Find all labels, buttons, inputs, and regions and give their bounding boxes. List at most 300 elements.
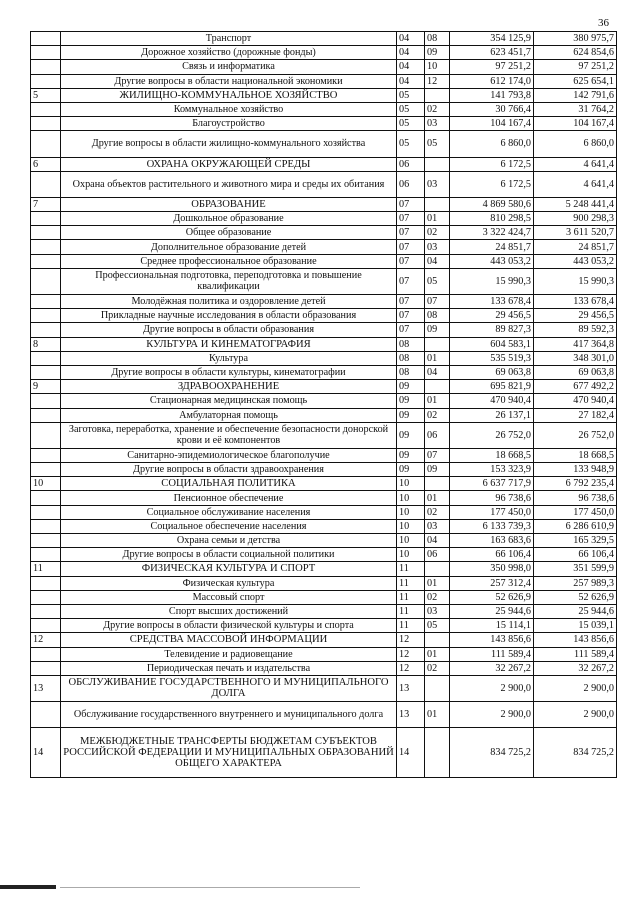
amount-year-1: 97 251,2 — [450, 60, 534, 74]
row-name: Другие вопросы в области здравоохранения — [61, 463, 397, 477]
section-code: 07 — [397, 212, 425, 226]
amount-year-2: 111 589,4 — [534, 647, 617, 661]
row-name: Охрана семьи и детства — [61, 534, 397, 548]
table-row — [31, 46, 617, 60]
subsection-code: 04 — [425, 254, 450, 268]
table-row — [31, 590, 617, 604]
row-name: Амбулаторная помощь — [61, 408, 397, 422]
table-row — [31, 268, 617, 294]
table-row — [31, 519, 617, 533]
amount-year-2: 96 738,6 — [534, 491, 617, 505]
row-name: Общее образование — [61, 226, 397, 240]
row-number — [31, 131, 61, 157]
row-name: ЗДРАВООХРАНЕНИЕ — [61, 380, 397, 394]
row-name: Другие вопросы в области образования — [61, 323, 397, 337]
scan-artifact-bar — [0, 885, 56, 889]
section-row — [31, 675, 617, 701]
row-name: Другие вопросы в области культуры, кинематографии — [61, 365, 397, 379]
row-number — [31, 351, 61, 365]
row-name: Пенсионное обеспечение — [61, 491, 397, 505]
amount-year-2: 177 450,0 — [534, 505, 617, 519]
row-number — [31, 240, 61, 254]
table-row — [31, 32, 617, 46]
subsection-code: 06 — [425, 548, 450, 562]
subsection-code: 02 — [425, 408, 450, 422]
subsection-code: 01 — [425, 702, 450, 728]
row-number — [31, 422, 61, 448]
table-row — [31, 534, 617, 548]
amount-year-1: 29 456,5 — [450, 309, 534, 323]
budget-table — [30, 31, 617, 778]
row-number — [31, 309, 61, 323]
table-row — [31, 323, 617, 337]
section-code: 12 — [397, 633, 425, 647]
section-code: 12 — [397, 661, 425, 675]
amount-year-1: 69 063,8 — [450, 365, 534, 379]
row-number — [31, 576, 61, 590]
table-row — [31, 74, 617, 88]
row-number — [31, 295, 61, 309]
row-name: Социальное обеспечение населения — [61, 519, 397, 533]
row-number — [31, 505, 61, 519]
section-code: 11 — [397, 619, 425, 633]
row-number — [31, 534, 61, 548]
row-number — [31, 702, 61, 728]
row-name: Транспорт — [61, 32, 397, 46]
table-row — [31, 365, 617, 379]
row-number — [31, 394, 61, 408]
section-code: 10 — [397, 534, 425, 548]
amount-year-2: 26 752,0 — [534, 422, 617, 448]
amount-year-2: 142 791,6 — [534, 88, 617, 102]
row-name: Другие вопросы в области физической культуры и спорта — [61, 619, 397, 633]
table-row — [31, 171, 617, 197]
row-number — [31, 619, 61, 633]
section-code: 04 — [397, 74, 425, 88]
subsection-code: 02 — [425, 505, 450, 519]
amount-year-1: 623 451,7 — [450, 46, 534, 60]
amount-year-2: 257 989,3 — [534, 576, 617, 590]
amount-year-1: 24 851,7 — [450, 240, 534, 254]
table-row — [31, 576, 617, 590]
table-row — [31, 548, 617, 562]
section-code: 07 — [397, 254, 425, 268]
subsection-code: 08 — [425, 309, 450, 323]
row-number — [31, 102, 61, 116]
row-number: 11 — [31, 562, 61, 576]
section-code: 07 — [397, 309, 425, 323]
row-name: Заготовка, переработка, хранение и обеспечение безопасности донорской крови и её компонентов — [61, 422, 397, 448]
section-code: 10 — [397, 519, 425, 533]
amount-year-2: 18 668,5 — [534, 448, 617, 462]
section-code: 04 — [397, 32, 425, 46]
row-number — [31, 604, 61, 618]
amount-year-1: 141 793,8 — [450, 88, 534, 102]
section-row — [31, 380, 617, 394]
amount-year-1: 143 856,6 — [450, 633, 534, 647]
row-name: Стационарная медицинская помощь — [61, 394, 397, 408]
row-name: Коммунальное хозяйство — [61, 102, 397, 116]
row-number: 8 — [31, 337, 61, 351]
amount-year-2: 5 248 441,4 — [534, 197, 617, 211]
amount-year-1: 257 312,4 — [450, 576, 534, 590]
subsection-code — [425, 562, 450, 576]
amount-year-1: 32 267,2 — [450, 661, 534, 675]
amount-year-2: 2 900,0 — [534, 675, 617, 701]
row-number: 12 — [31, 633, 61, 647]
section-code: 10 — [397, 505, 425, 519]
amount-year-2: 32 267,2 — [534, 661, 617, 675]
table-row — [31, 505, 617, 519]
row-name: КУЛЬТУРА И КИНЕМАТОГРАФИЯ — [61, 337, 397, 351]
section-code: 04 — [397, 60, 425, 74]
table-row — [31, 604, 617, 618]
amount-year-1: 18 668,5 — [450, 448, 534, 462]
section-code: 10 — [397, 491, 425, 505]
section-code: 07 — [397, 240, 425, 254]
row-name: Обслуживание государственного внутреннего и муниципального долга — [61, 702, 397, 728]
row-name: Охрана объектов растительного и животного мира и среды их обитания — [61, 171, 397, 197]
table-row — [31, 309, 617, 323]
amount-year-1: 443 053,2 — [450, 254, 534, 268]
row-name: Благоустройство — [61, 117, 397, 131]
subsection-code: 05 — [425, 619, 450, 633]
row-number — [31, 548, 61, 562]
section-code: 09 — [397, 448, 425, 462]
row-number — [31, 171, 61, 197]
amount-year-2: 2 900,0 — [534, 702, 617, 728]
amount-year-1: 163 683,6 — [450, 534, 534, 548]
row-name: ФИЗИЧЕСКАЯ КУЛЬТУРА И СПОРТ — [61, 562, 397, 576]
subsection-code — [425, 380, 450, 394]
subsection-code — [425, 675, 450, 701]
table-row — [31, 226, 617, 240]
section-row — [31, 477, 617, 491]
section-code: 05 — [397, 131, 425, 157]
section-code: 08 — [397, 337, 425, 351]
amount-year-2: 900 298,3 — [534, 212, 617, 226]
section-code: 07 — [397, 268, 425, 294]
row-name: СОЦИАЛЬНАЯ ПОЛИТИКА — [61, 477, 397, 491]
amount-year-1: 133 678,4 — [450, 295, 534, 309]
table-row — [31, 394, 617, 408]
amount-year-2: 6 860,0 — [534, 131, 617, 157]
row-name: Санитарно-эпидемиологическое благополучие — [61, 448, 397, 462]
section-code: 07 — [397, 295, 425, 309]
amount-year-2: 625 654,1 — [534, 74, 617, 88]
subsection-code: 02 — [425, 102, 450, 116]
row-number — [31, 463, 61, 477]
amount-year-1: 52 626,9 — [450, 590, 534, 604]
amount-year-1: 26 137,1 — [450, 408, 534, 422]
subsection-code: 06 — [425, 422, 450, 448]
subsection-code: 12 — [425, 74, 450, 88]
row-name: Социальное обслуживание населения — [61, 505, 397, 519]
table-row — [31, 661, 617, 675]
subsection-code: 03 — [425, 117, 450, 131]
section-code: 13 — [397, 675, 425, 701]
row-number — [31, 661, 61, 675]
row-number: 6 — [31, 157, 61, 171]
amount-year-2: 15 990,3 — [534, 268, 617, 294]
row-name: Связь и информатика — [61, 60, 397, 74]
row-name: МЕЖБЮДЖЕТНЫЕ ТРАНСФЕРТЫ БЮДЖЕТАМ СУБЪЕКТОВ РОССИЙСКОЙ ФЕДЕРАЦИИ И МУНИЦИПАЛЬНЫХ ОБРАЗОВАНИЙ ОБЩЕГО ХАРАКТЕРА — [61, 728, 397, 777]
table-row — [31, 102, 617, 116]
amount-year-2: 52 626,9 — [534, 590, 617, 604]
amount-year-2: 27 182,4 — [534, 408, 617, 422]
row-number — [31, 117, 61, 131]
row-name: Дополнительное образование детей — [61, 240, 397, 254]
row-name: СРЕДСТВА МАССОВОЙ ИНФОРМАЦИИ — [61, 633, 397, 647]
subsection-code — [425, 88, 450, 102]
row-name: ОБСЛУЖИВАНИЕ ГОСУДАРСТВЕННОГО И МУНИЦИПАЛЬНОГО ДОЛГА — [61, 675, 397, 701]
section-row — [31, 337, 617, 351]
subsection-code — [425, 633, 450, 647]
row-number — [31, 254, 61, 268]
row-name: Культура — [61, 351, 397, 365]
section-code: 11 — [397, 590, 425, 604]
subsection-code — [425, 157, 450, 171]
amount-year-2: 133 948,9 — [534, 463, 617, 477]
section-code: 10 — [397, 548, 425, 562]
section-code: 04 — [397, 46, 425, 60]
amount-year-2: 348 301,0 — [534, 351, 617, 365]
subsection-code — [425, 477, 450, 491]
amount-year-2: 104 167,4 — [534, 117, 617, 131]
table-row — [31, 295, 617, 309]
table-row — [31, 240, 617, 254]
row-name: Другие вопросы в области национальной экономики — [61, 74, 397, 88]
page-number: 36 — [598, 17, 609, 29]
row-name: Прикладные научные исследования в области образования — [61, 309, 397, 323]
row-name: Другие вопросы в области социальной политики — [61, 548, 397, 562]
row-number — [31, 74, 61, 88]
row-number: 9 — [31, 380, 61, 394]
amount-year-2: 470 940,4 — [534, 394, 617, 408]
section-row — [31, 728, 617, 777]
amount-year-2: 6 792 235,4 — [534, 477, 617, 491]
amount-year-2: 25 944,6 — [534, 604, 617, 618]
row-name: Другие вопросы в области жилищно-коммунального хозяйства — [61, 131, 397, 157]
amount-year-1: 6 172,5 — [450, 157, 534, 171]
amount-year-1: 26 752,0 — [450, 422, 534, 448]
section-code: 11 — [397, 576, 425, 590]
subsection-code: 07 — [425, 295, 450, 309]
amount-year-1: 354 125,9 — [450, 32, 534, 46]
section-row — [31, 197, 617, 211]
section-code: 09 — [397, 463, 425, 477]
row-name: ОХРАНА ОКРУЖАЮЩЕЙ СРЕДЫ — [61, 157, 397, 171]
table-row — [31, 351, 617, 365]
row-name: Периодическая печать и издательства — [61, 661, 397, 675]
row-name: Дорожное хозяйство (дорожные фонды) — [61, 46, 397, 60]
section-code: 09 — [397, 394, 425, 408]
amount-year-1: 350 998,0 — [450, 562, 534, 576]
section-code: 08 — [397, 351, 425, 365]
amount-year-2: 143 856,6 — [534, 633, 617, 647]
row-number — [31, 647, 61, 661]
table-row — [31, 117, 617, 131]
subsection-code: 01 — [425, 491, 450, 505]
row-number — [31, 491, 61, 505]
row-number — [31, 448, 61, 462]
amount-year-2: 89 592,3 — [534, 323, 617, 337]
table-row — [31, 131, 617, 157]
row-number — [31, 46, 61, 60]
section-code: 09 — [397, 408, 425, 422]
row-number: 13 — [31, 675, 61, 701]
section-row — [31, 562, 617, 576]
section-row — [31, 88, 617, 102]
row-number — [31, 32, 61, 46]
table-row — [31, 619, 617, 633]
section-code: 07 — [397, 226, 425, 240]
amount-year-2: 97 251,2 — [534, 60, 617, 74]
amount-year-1: 66 106,4 — [450, 548, 534, 562]
amount-year-2: 15 039,1 — [534, 619, 617, 633]
row-number — [31, 519, 61, 533]
subsection-code: 01 — [425, 647, 450, 661]
subsection-code: 05 — [425, 131, 450, 157]
section-row — [31, 157, 617, 171]
amount-year-1: 177 450,0 — [450, 505, 534, 519]
amount-year-1: 695 821,9 — [450, 380, 534, 394]
amount-year-1: 2 900,0 — [450, 702, 534, 728]
amount-year-1: 25 944,6 — [450, 604, 534, 618]
row-number — [31, 323, 61, 337]
subsection-code: 01 — [425, 212, 450, 226]
amount-year-2: 66 106,4 — [534, 548, 617, 562]
amount-year-2: 380 975,7 — [534, 32, 617, 46]
section-code: 08 — [397, 365, 425, 379]
amount-year-1: 604 583,1 — [450, 337, 534, 351]
subsection-code: 09 — [425, 46, 450, 60]
table-row — [31, 422, 617, 448]
subsection-code — [425, 728, 450, 777]
amount-year-1: 15 990,3 — [450, 268, 534, 294]
amount-year-1: 535 519,3 — [450, 351, 534, 365]
row-name: Молодёжная политика и оздоровление детей — [61, 295, 397, 309]
amount-year-1: 4 869 580,6 — [450, 197, 534, 211]
amount-year-2: 133 678,4 — [534, 295, 617, 309]
section-row — [31, 633, 617, 647]
amount-year-1: 111 589,4 — [450, 647, 534, 661]
section-code: 09 — [397, 380, 425, 394]
amount-year-1: 470 940,4 — [450, 394, 534, 408]
amount-year-2: 6 286 610,9 — [534, 519, 617, 533]
row-name: ЖИЛИЩНО-КОММУНАЛЬНОЕ ХОЗЯЙСТВО — [61, 88, 397, 102]
subsection-code: 03 — [425, 171, 450, 197]
section-code: 05 — [397, 88, 425, 102]
subsection-code: 02 — [425, 590, 450, 604]
subsection-code: 09 — [425, 323, 450, 337]
amount-year-2: 351 599,9 — [534, 562, 617, 576]
table-row — [31, 491, 617, 505]
row-number — [31, 226, 61, 240]
table-row — [31, 647, 617, 661]
table-row — [31, 408, 617, 422]
amount-year-2: 834 725,2 — [534, 728, 617, 777]
row-name: Телевидение и радиовещание — [61, 647, 397, 661]
section-code: 06 — [397, 157, 425, 171]
row-name: Спорт высших достижений — [61, 604, 397, 618]
amount-year-1: 153 323,9 — [450, 463, 534, 477]
budget-table-body — [31, 32, 617, 778]
amount-year-2: 3 611 520,7 — [534, 226, 617, 240]
amount-year-2: 31 764,2 — [534, 102, 617, 116]
subsection-code: 07 — [425, 448, 450, 462]
subsection-code: 04 — [425, 534, 450, 548]
amount-year-1: 6 172,5 — [450, 171, 534, 197]
subsection-code: 05 — [425, 268, 450, 294]
amount-year-1: 834 725,2 — [450, 728, 534, 777]
section-code: 13 — [397, 702, 425, 728]
subsection-code: 04 — [425, 365, 450, 379]
amount-year-2: 4 641,4 — [534, 157, 617, 171]
amount-year-2: 417 364,8 — [534, 337, 617, 351]
amount-year-1: 6 133 739,3 — [450, 519, 534, 533]
row-number: 7 — [31, 197, 61, 211]
row-name: Дошкольное образование — [61, 212, 397, 226]
section-code: 05 — [397, 102, 425, 116]
subsection-code: 02 — [425, 226, 450, 240]
table-row — [31, 60, 617, 74]
section-code: 07 — [397, 323, 425, 337]
row-name: Физическая культура — [61, 576, 397, 590]
section-code: 11 — [397, 562, 425, 576]
amount-year-2: 4 641,4 — [534, 171, 617, 197]
subsection-code — [425, 337, 450, 351]
table-row — [31, 702, 617, 728]
scan-artifact-line — [60, 887, 360, 888]
row-name: ОБРАЗОВАНИЕ — [61, 197, 397, 211]
subsection-code: 10 — [425, 60, 450, 74]
amount-year-2: 443 053,2 — [534, 254, 617, 268]
section-code: 14 — [397, 728, 425, 777]
row-name: Массовый спорт — [61, 590, 397, 604]
amount-year-2: 24 851,7 — [534, 240, 617, 254]
amount-year-2: 624 854,6 — [534, 46, 617, 60]
section-code: 10 — [397, 477, 425, 491]
section-code: 07 — [397, 197, 425, 211]
subsection-code — [425, 197, 450, 211]
row-number: 5 — [31, 88, 61, 102]
table-row — [31, 448, 617, 462]
amount-year-1: 104 167,4 — [450, 117, 534, 131]
subsection-code: 01 — [425, 351, 450, 365]
amount-year-1: 30 766,4 — [450, 102, 534, 116]
subsection-code: 03 — [425, 519, 450, 533]
subsection-code: 09 — [425, 463, 450, 477]
row-number: 10 — [31, 477, 61, 491]
subsection-code: 02 — [425, 661, 450, 675]
row-number: 14 — [31, 728, 61, 777]
amount-year-1: 89 827,3 — [450, 323, 534, 337]
row-number — [31, 590, 61, 604]
section-code: 11 — [397, 604, 425, 618]
subsection-code: 01 — [425, 576, 450, 590]
amount-year-1: 96 738,6 — [450, 491, 534, 505]
amount-year-2: 69 063,8 — [534, 365, 617, 379]
section-code: 06 — [397, 171, 425, 197]
subsection-code: 03 — [425, 604, 450, 618]
amount-year-1: 2 900,0 — [450, 675, 534, 701]
table-row — [31, 212, 617, 226]
row-number — [31, 365, 61, 379]
amount-year-1: 15 114,1 — [450, 619, 534, 633]
subsection-code: 03 — [425, 240, 450, 254]
subsection-code: 01 — [425, 394, 450, 408]
